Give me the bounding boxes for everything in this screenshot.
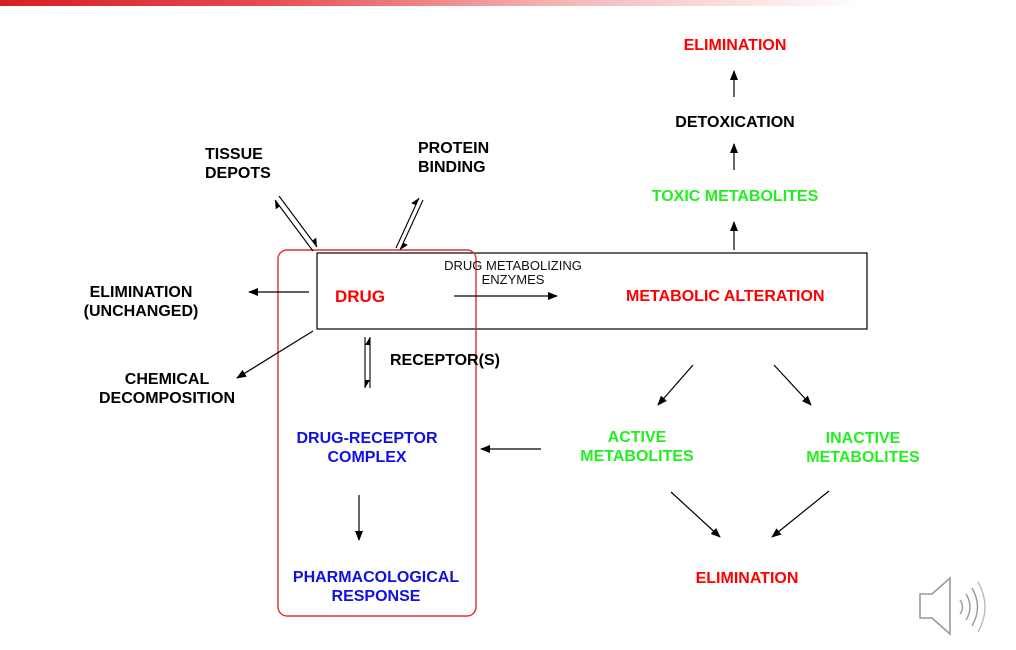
- elimination-bottom-label: ELIMINATION: [695, 570, 799, 587]
- receptors-label: RECEPTOR(S): [390, 352, 500, 369]
- tissue-depots-label: TISSUE DEPOTS: [205, 146, 271, 182]
- arrow-active-to-elimination: [671, 492, 720, 537]
- elimination-unchanged-label: ELIMINATION (UNCHANGED): [83, 284, 199, 320]
- inactive-metabolites-label: INACTIVE METABOLITES: [806, 430, 920, 466]
- elimination-top-label: ELIMINATION: [683, 37, 787, 54]
- drug-receptor-complex-label: DRUG-RECEPTOR COMPLEX: [296, 430, 438, 466]
- arrow-inactive-to-elimination: [772, 491, 829, 537]
- toxic-metabolites-label: TOXIC METABOLITES: [651, 188, 819, 205]
- active-metabolites-label: ACTIVE METABOLITES: [580, 429, 694, 465]
- chemical-decomposition-label: CHEMICAL DECOMPOSITION: [98, 371, 235, 407]
- arrow-to-active: [658, 365, 693, 405]
- speaker-icon[interactable]: [916, 574, 998, 645]
- detoxication-label: DETOXICATION: [675, 114, 795, 131]
- metabolic-alteration-label: METABOLIC ALTERATION: [626, 288, 825, 305]
- drug-label: DRUG: [335, 287, 386, 306]
- protein-binding-label: PROTEIN BINDING: [418, 140, 490, 176]
- drug-metabolizing-enzymes-label: DRUG METABOLIZING ENZYMES: [444, 258, 582, 287]
- pharmacological-response-label: PHARMACOLOGICAL RESPONSE: [292, 569, 460, 605]
- arrow-to-inactive: [774, 365, 811, 405]
